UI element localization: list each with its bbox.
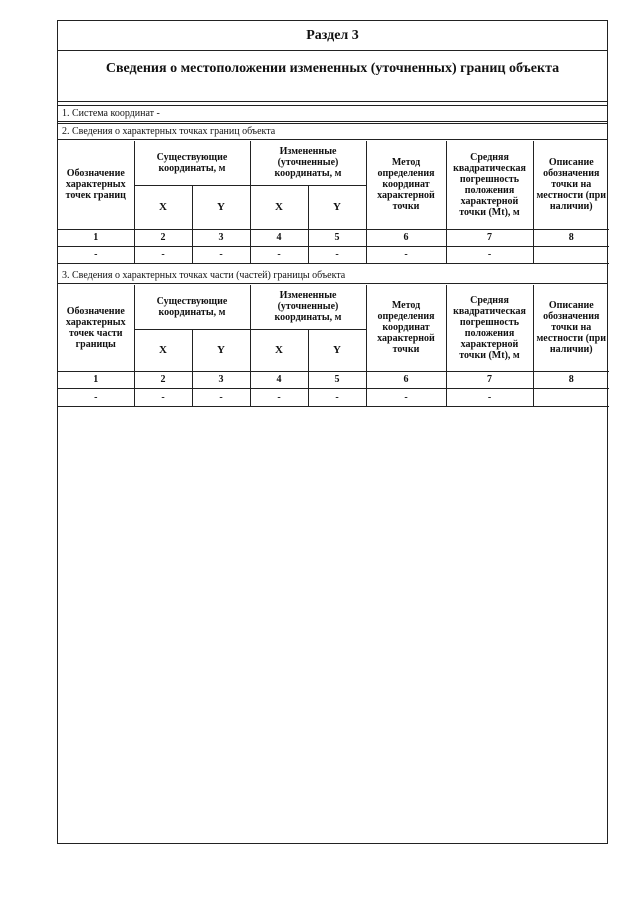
col-number: 6 <box>366 229 446 246</box>
header-description: Описание обозначения точки на местности (при наличии) <box>533 141 609 229</box>
col-number: 3 <box>192 229 250 246</box>
header-y: Y <box>308 185 366 229</box>
boundary-points-table <box>58 141 609 264</box>
col-number: 5 <box>308 371 366 388</box>
header-method: Метод определения координат характерной точки <box>366 141 446 229</box>
header-changed-coords: Измененные (уточненные) координаты, м <box>250 141 366 185</box>
coordinate-system-line: 1. Система координат - <box>58 106 607 122</box>
col-number: 4 <box>250 371 308 388</box>
document-frame <box>57 20 608 844</box>
cell-dash: - <box>308 246 366 263</box>
col-number: 7 <box>446 371 533 388</box>
header-existing-coords: Существующие координаты, м <box>134 141 250 185</box>
cell-dash: - <box>250 388 308 406</box>
header-x: X <box>250 329 308 371</box>
table-row <box>58 388 609 406</box>
col-number: 5 <box>308 229 366 246</box>
block1-caption: 2. Сведения о характерных точках границ объекта <box>58 124 607 140</box>
cell-dash: - <box>192 246 250 263</box>
header-x: X <box>134 329 192 371</box>
cell-empty <box>533 388 609 406</box>
header-y: Y <box>192 185 250 229</box>
cell-dash: - <box>366 246 446 263</box>
header-y: Y <box>308 329 366 371</box>
col-number: 2 <box>134 229 192 246</box>
header-x: X <box>250 185 308 229</box>
header-error: Средняя квадратическая погрешность положения характерной точки (Mt), м <box>446 141 533 229</box>
section-title: Раздел 3 <box>58 21 607 51</box>
cell-dash: - <box>250 246 308 263</box>
header-existing-coords: Существующие координаты, м <box>134 285 250 329</box>
col-number: 6 <box>366 371 446 388</box>
col-number: 7 <box>446 229 533 246</box>
cell-empty <box>533 246 609 263</box>
header-point-designation: Обозначение характерных точек границ <box>58 141 134 229</box>
header-error: Средняя квадратическая погрешность положения характерной точки (Mt), м <box>446 285 533 371</box>
col-number: 3 <box>192 371 250 388</box>
cell-dash: - <box>192 388 250 406</box>
cell-dash: - <box>58 388 134 406</box>
header-x: X <box>134 185 192 229</box>
header-description: Описание обозначения точки на местности (при наличии) <box>533 285 609 371</box>
cell-dash: - <box>446 246 533 263</box>
col-number: 2 <box>134 371 192 388</box>
section-subtitle: Сведения о местоположении измененных (уточненных) границ объекта <box>58 51 607 102</box>
table-row <box>58 246 609 263</box>
col-number: 8 <box>533 371 609 388</box>
col-number: 8 <box>533 229 609 246</box>
header-y: Y <box>192 329 250 371</box>
col-number: 4 <box>250 229 308 246</box>
cell-dash: - <box>308 388 366 406</box>
cell-dash: - <box>134 246 192 263</box>
cell-dash: - <box>446 388 533 406</box>
block2-caption: 3. Сведения о характерных точках части (частей) границы объекта <box>58 268 607 284</box>
cell-dash: - <box>58 246 134 263</box>
part-boundary-points-table <box>58 285 609 407</box>
cell-dash: - <box>366 388 446 406</box>
col-number: 1 <box>58 371 134 388</box>
cell-dash: - <box>134 388 192 406</box>
header-point-designation: Обозначение характерных точек части границы <box>58 285 134 371</box>
header-method: Метод определения координат характерной точки <box>366 285 446 371</box>
col-number: 1 <box>58 229 134 246</box>
header-changed-coords: Измененные (уточненные) координаты, м <box>250 285 366 329</box>
